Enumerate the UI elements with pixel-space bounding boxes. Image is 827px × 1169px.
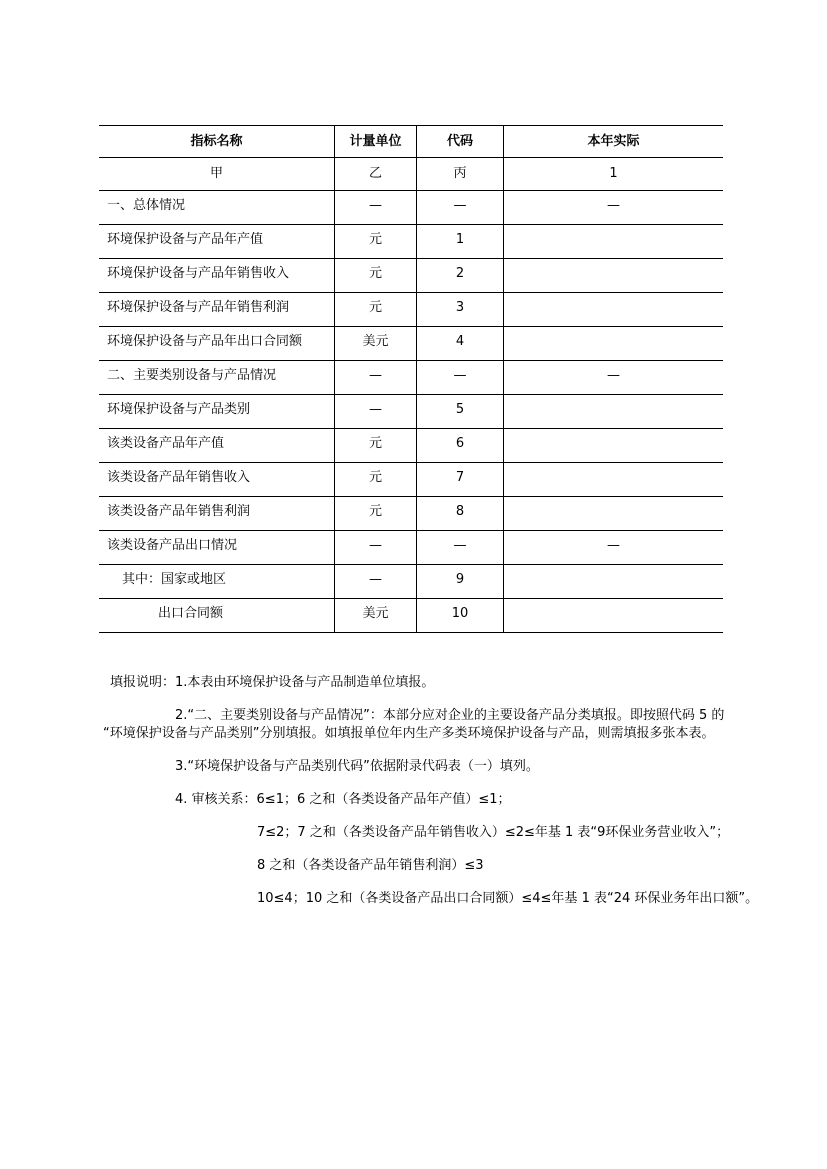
cell-actual: — [503, 361, 723, 395]
table-header-row [99, 126, 723, 158]
table-subheader-row [99, 158, 723, 191]
cell-unit: 元 [334, 293, 416, 327]
cell-indicator-name: 该类设备产品年销售利润 [99, 497, 334, 531]
cell-indicator-name: 环境保护设备与产品年出口合同额 [99, 327, 334, 361]
cell-actual [503, 293, 723, 327]
cell-actual [503, 225, 723, 259]
cell-unit: 元 [334, 497, 416, 531]
cell-indicator-name: 环境保护设备与产品年销售利润 [99, 293, 334, 327]
table-row [99, 191, 723, 225]
table-row [99, 565, 723, 599]
cell-code: 4 [416, 327, 503, 361]
cell-actual [503, 463, 723, 497]
cell-indicator-name: 其中：国家或地区 [99, 565, 334, 599]
cell-code: — [416, 191, 503, 225]
table-row [99, 429, 723, 463]
cell-actual [503, 327, 723, 361]
report-table [99, 125, 723, 633]
cell-indicator-name: 该类设备产品年销售收入 [99, 463, 334, 497]
column-header-unit: 计量单位 [334, 126, 416, 158]
table-row [99, 259, 723, 293]
cell-unit: 美元 [334, 599, 416, 633]
table-row [99, 293, 723, 327]
table-row [99, 327, 723, 361]
cell-indicator-name: 该类设备产品出口情况 [99, 531, 334, 565]
cell-indicator-name: 出口合同额 [99, 599, 334, 633]
subheader-cell: 1 [503, 158, 723, 191]
cell-code: — [416, 531, 503, 565]
cell-unit: 元 [334, 463, 416, 497]
table-row [99, 361, 723, 395]
cell-indicator-name: 二、主要类别设备与产品情况 [99, 361, 334, 395]
cell-code: 8 [416, 497, 503, 531]
cell-unit: — [334, 191, 416, 225]
column-header-actual: 本年实际 [503, 126, 723, 158]
cell-code: — [416, 361, 503, 395]
note-line: 8 之和（各类设备产品年销售利润）≤3 [257, 858, 484, 873]
note-line: 填报说明：1.本表由环境保护设备与产品制造单位填报。 [110, 675, 435, 690]
subheader-cell: 丙 [416, 158, 503, 191]
table-row [99, 497, 723, 531]
cell-unit: 元 [334, 225, 416, 259]
cell-code: 9 [416, 565, 503, 599]
cell-actual: — [503, 531, 723, 565]
cell-code: 2 [416, 259, 503, 293]
cell-actual [503, 429, 723, 463]
cell-indicator-name: 一、总体情况 [99, 191, 334, 225]
cell-unit: 元 [334, 429, 416, 463]
cell-actual [503, 599, 723, 633]
cell-unit: — [334, 565, 416, 599]
cell-actual [503, 259, 723, 293]
subheader-cell: 乙 [334, 158, 416, 191]
note-line: 4. 审核关系：6≤1；6 之和（各类设备产品年产值）≤1； [175, 792, 511, 807]
cell-indicator-name: 环境保护设备与产品类别 [99, 395, 334, 429]
table-row [99, 395, 723, 429]
note-line: 3.“环境保护设备与产品类别代码”依据附录代码表（一）填列。 [175, 759, 539, 774]
cell-unit: — [334, 531, 416, 565]
cell-actual: — [503, 191, 723, 225]
cell-code: 10 [416, 599, 503, 633]
subheader-cell: 甲 [99, 158, 334, 191]
cell-code: 7 [416, 463, 503, 497]
cell-unit: — [334, 361, 416, 395]
notes-section [99, 674, 759, 908]
table-row [99, 599, 723, 633]
cell-unit: 美元 [334, 327, 416, 361]
note-line: 2.“二、主要类别设备与产品情况”：本部分应对企业的主要设备产品分类填报。即按照代码 5 的 [175, 708, 725, 723]
cell-unit: 元 [334, 259, 416, 293]
cell-indicator-name: 环境保护设备与产品年销售收入 [99, 259, 334, 293]
note-line: 7≤2；7 之和（各类设备产品年销售收入）≤2≤年基 1 表“9环保业务营业收入”； [257, 825, 730, 840]
cell-unit: — [334, 395, 416, 429]
cell-code: 1 [416, 225, 503, 259]
cell-indicator-name: 环境保护设备与产品年产值 [99, 225, 334, 259]
column-header-indicator: 指标名称 [99, 126, 334, 158]
table-row [99, 225, 723, 259]
cell-actual [503, 497, 723, 531]
table-row [99, 463, 723, 497]
cell-actual [503, 395, 723, 429]
cell-actual [503, 565, 723, 599]
column-header-code: 代码 [416, 126, 503, 158]
note-line: “环境保护设备与产品类别”分别填报。如填报单位年内生产多类环境保护设备与产品，则需填报多张本表。 [103, 726, 715, 741]
cell-code: 5 [416, 395, 503, 429]
note-line: 10≤4；10 之和（各类设备产品出口合同额）≤4≤年基 1 表“24 环保业务年出口额”。 [257, 891, 759, 906]
cell-indicator-name: 该类设备产品年产值 [99, 429, 334, 463]
table-row [99, 531, 723, 565]
cell-code: 3 [416, 293, 503, 327]
cell-code: 6 [416, 429, 503, 463]
